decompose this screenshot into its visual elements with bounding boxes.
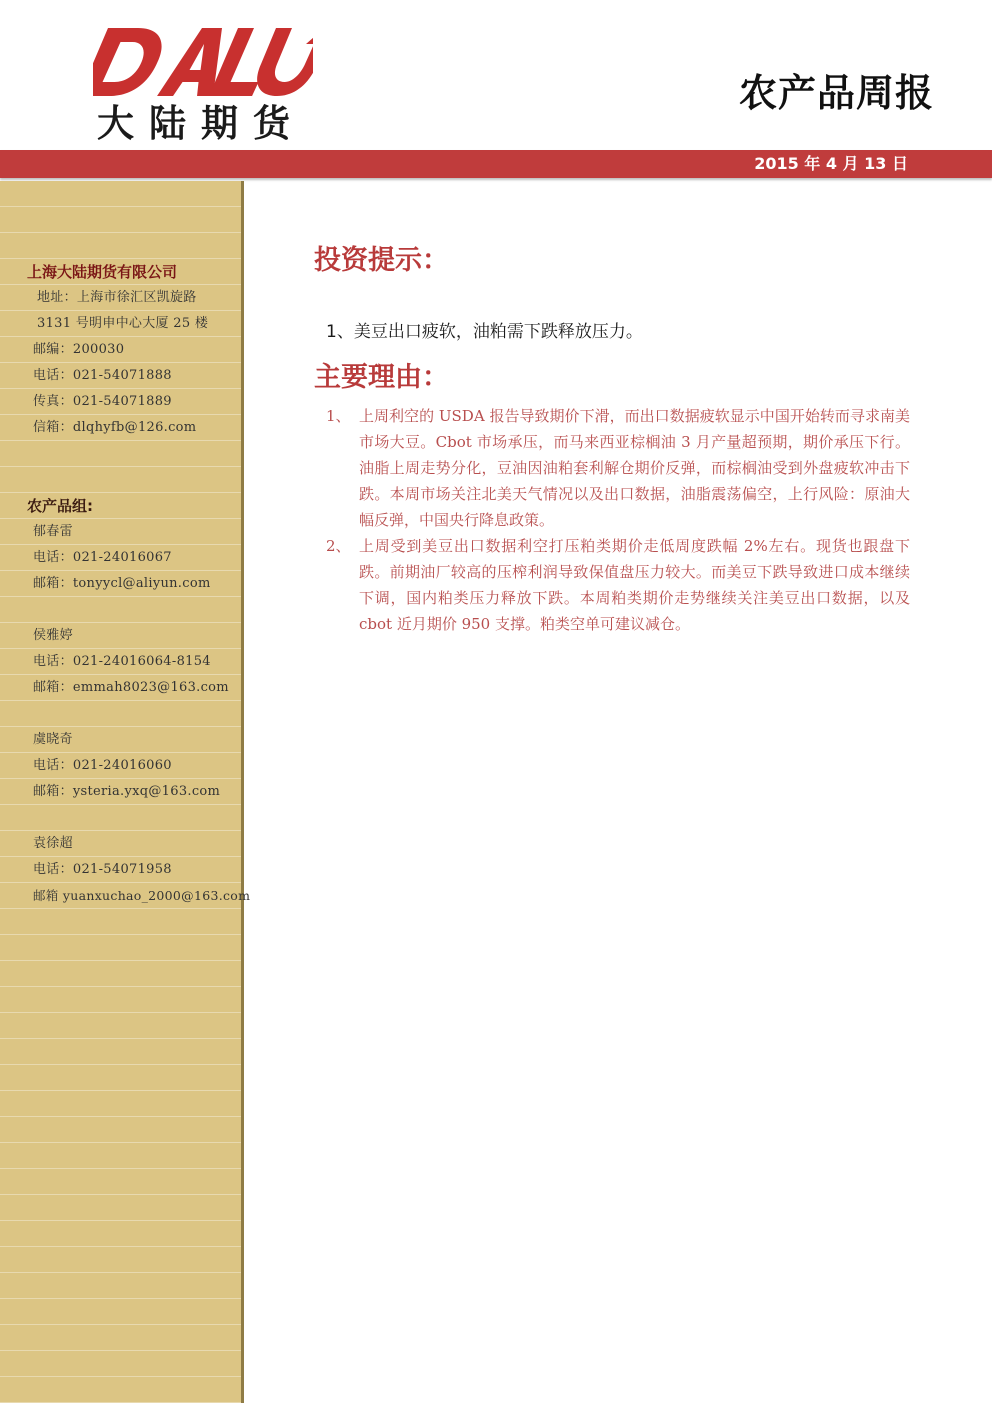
member-name: 侯雅婷: [33, 628, 73, 643]
report-title: 农产品周报: [738, 71, 934, 115]
company-name: 上海大陆期货有限公司: [27, 263, 178, 281]
company-logo: [93, 24, 313, 146]
reasons-heading: 主要理由：: [314, 362, 449, 393]
member-name: 袁徐超: [33, 836, 73, 851]
reason-text: 上周利空的 USDA 报告导致期价下滑，而出口数据疲软显示中国开始转而寻求南美市场大豆。Cbot 市场承压，而马来西亚棕榈油 3 月产量超预期，期价承压下行。油脂上周走势分化，豆油因油粕套利解仓期价反弹，而棕榈油受到外盘疲软冲击下跌。本周市场关注北美天气情况以及出口数据，油脂震荡偏空，上行风险：原油大幅反弹，中国央行降息政策。: [359, 407, 910, 529]
member-email: 邮箱：ysteria.yxq@163.com: [33, 784, 221, 799]
member-phone: 电话：021-54071958: [33, 862, 172, 877]
company-address-line-1: 地址：上海市徐汇区凯旋路: [37, 290, 197, 305]
reason-item: [326, 533, 910, 637]
contact-sidebar: [0, 181, 251, 1403]
member-email: 邮箱 yuanxuchao_2000@163.com: [33, 888, 251, 903]
reason-text: 上周受到美豆出口数据利空打压粕类期价走低周度跌幅 2%左右。现货也跟盘下跌。前期油厂较高的压榨利润导致保值盘压力较大。而美豆下跌导致进口成本继续下调，国内粕类压力释放下跌。本周粕类期价走势继续关注美豆出口数据，以及 cbot 近月期价 950 支撑。粕类空单可建议减仓。: [359, 537, 910, 633]
member-name: 郁春雷: [33, 524, 73, 539]
member-phone: 电话：021-24016060: [33, 758, 172, 773]
reason-number: 1、: [326, 407, 351, 425]
report-date: 2015 年 4 月 13 日: [754, 154, 908, 173]
logo-chinese-text: 大陆期货: [97, 102, 305, 145]
member-email: 邮箱：emmah8023@163.com: [33, 680, 229, 695]
company-postcode: 邮编：200030: [33, 342, 125, 357]
tip-item: 1、美豆出口疲软，油粕需下跌释放压力。: [326, 322, 643, 342]
member-phone: 电话：021-24016067: [33, 550, 172, 565]
group-title: 农产品组:: [27, 497, 93, 515]
company-phone: 电话：021-54071888: [33, 368, 172, 383]
dalu-logo-mark: [93, 24, 313, 100]
member-email: 邮箱：tonyycl@aliyun.com: [33, 576, 211, 591]
company-fax: 传真：021-54071889: [33, 394, 172, 409]
company-address-line-2: 3131 号明申中心大厦 25 楼: [37, 316, 209, 331]
reason-item: [326, 403, 910, 533]
member-phone: 电话：021-24016064-8154: [33, 654, 211, 669]
tips-heading: 投资提示：: [314, 245, 449, 276]
company-mailbox: 信箱：dlqhyfb@126.com: [33, 420, 197, 435]
member-name: 虞晓奇: [33, 732, 73, 747]
reason-number: 2、: [326, 537, 351, 555]
